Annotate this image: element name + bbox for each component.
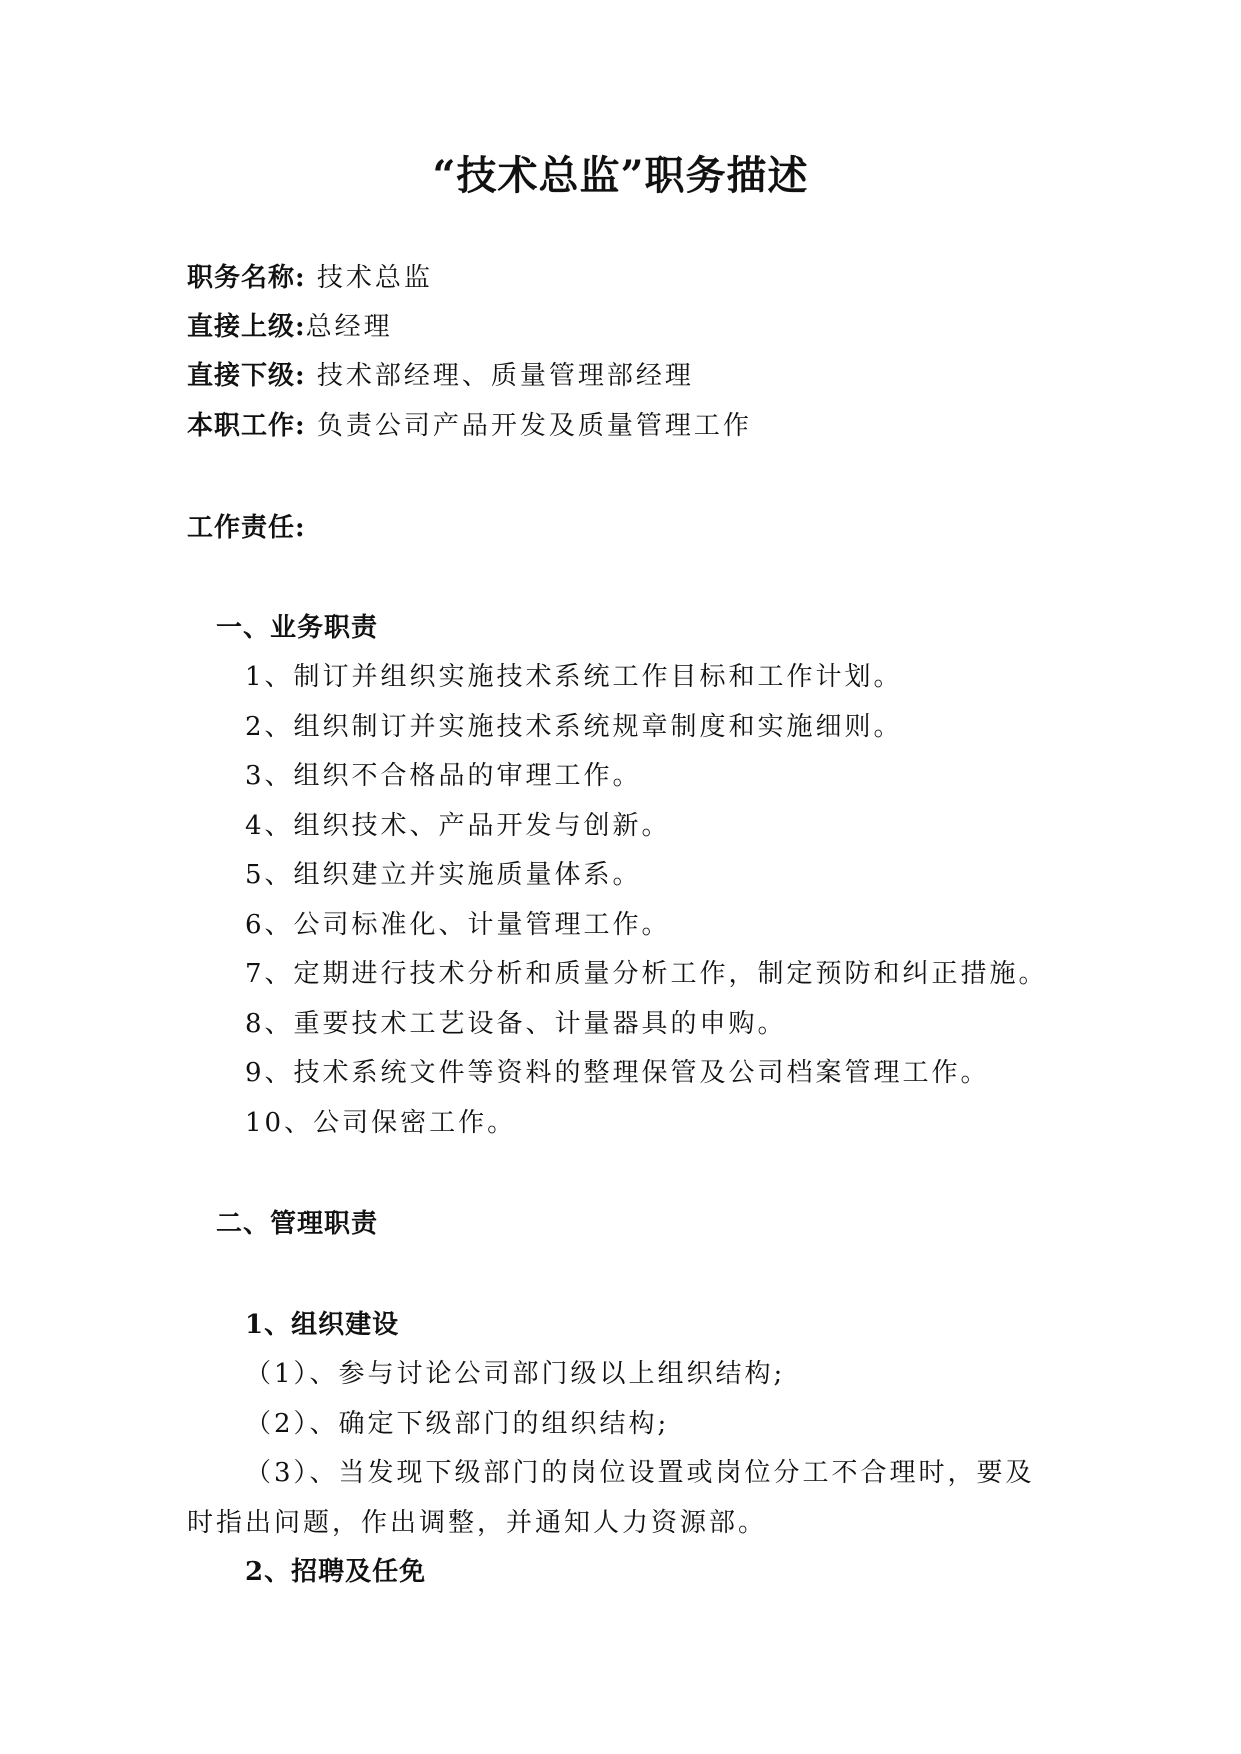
section2-heading: 二、管理职责 (216, 1209, 379, 1239)
section1-item: 10、公司保密工作。 (245, 1108, 517, 1138)
section2-sub1-item: （3）、当发现下级部门的岗位设置或岗位分工不合理时，要及 (245, 1458, 1035, 1488)
section2-sub2-heading: 2、招聘及任免 (245, 1557, 427, 1587)
section1-item: 2、组织制订并实施技术系统规章制度和实施细则。 (245, 712, 903, 742)
info-duty-value: 负责公司产品开发及质量管理工作 (305, 411, 752, 441)
section1-item: 4、组织技术、产品开发与创新。 (245, 811, 671, 841)
section2-sub1-item: （1）、参与讨论公司部门级以上组织结构; (245, 1359, 786, 1389)
section1-item: 5、组织建立并实施质量体系。 (245, 860, 642, 890)
info-position (187, 258, 433, 298)
section1-item: 8、重要技术工艺设备、计量器具的申购。 (245, 1009, 787, 1039)
info-position-value: 技术总监 (305, 263, 433, 293)
info-position-label: 职务名称: (187, 263, 306, 293)
info-subordinate-label: 直接下级: (187, 361, 306, 391)
section1-item: 1、制订并组织实施技术系统工作目标和工作计划。 (245, 662, 903, 692)
info-duty (187, 406, 752, 446)
section1-item: 9、技术系统文件等资料的整理保管及公司档案管理工作。 (245, 1058, 990, 1088)
info-superior-label: 直接上级: (187, 312, 306, 342)
section1-heading: 一、业务职责 (216, 613, 379, 643)
section1-item: 3、组织不合格品的审理工作。 (245, 761, 642, 791)
section2-sub1-item: （2）、确定下级部门的组织结构; (245, 1409, 670, 1439)
document-title: “技术总监”职务描述 (432, 152, 809, 199)
info-subordinate-value: 技术部经理、质量管理部经理 (305, 361, 694, 391)
info-subordinate (187, 356, 694, 396)
section2-sub1-heading: 1、组织建设 (245, 1310, 400, 1340)
info-superior (187, 307, 393, 347)
info-superior-value: 总经理 (305, 312, 393, 342)
section2-sub1-item-continuation: 时指出问题，作出调整，并通知人力资源部。 (187, 1508, 768, 1538)
responsibility-heading: 工作责任: (187, 513, 306, 543)
section1-item: 6、公司标准化、计量管理工作。 (245, 910, 671, 940)
info-duty-label: 本职工作: (187, 411, 306, 441)
section1-item: 7、定期进行技术分析和质量分析工作，制定预防和纠正措施。 (245, 959, 1048, 989)
